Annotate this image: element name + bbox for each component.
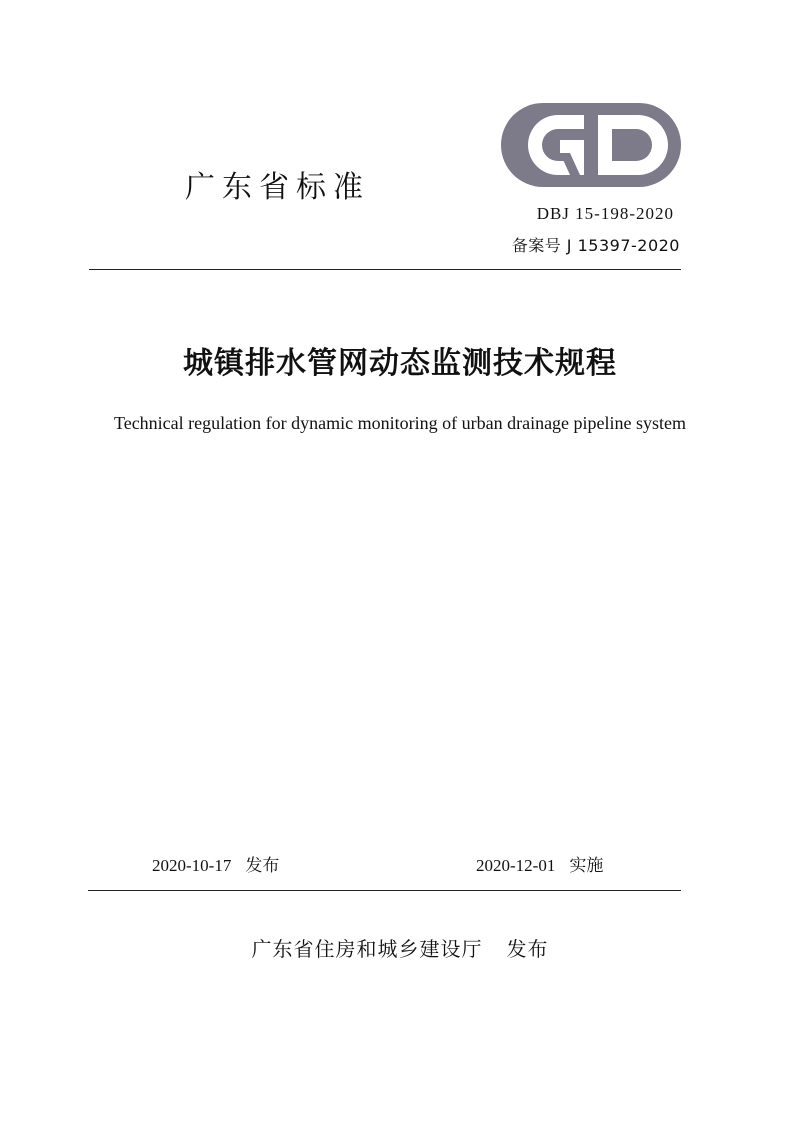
issuer-action: 发布 <box>506 937 549 961</box>
issuer-name: 广东省住房和城乡建设厅 <box>251 937 483 961</box>
issue-label: 发布 <box>245 856 280 876</box>
issuer-line <box>0 933 800 962</box>
issue-date: 2020-10-17 <box>152 856 232 875</box>
effective-date: 2020-12-01 <box>476 856 556 875</box>
top-divider <box>89 269 681 270</box>
issue-date-row <box>152 851 279 876</box>
gd-logo-icon <box>498 100 684 190</box>
effective-label: 实施 <box>569 856 604 876</box>
standard-code: DBJ 15-198-2020 <box>536 204 674 223</box>
title-english: Technical regulation for dynamic monitoring of urban drainage pipeline system <box>113 413 687 433</box>
bottom-divider <box>88 890 681 891</box>
title-chinese: 城镇排水管网动态监测技术规程 <box>183 346 617 381</box>
effective-date-row <box>476 851 603 876</box>
record-number: 备案号 J 15397-2020 <box>511 236 680 255</box>
standard-category: 广东省标准 <box>185 170 370 205</box>
